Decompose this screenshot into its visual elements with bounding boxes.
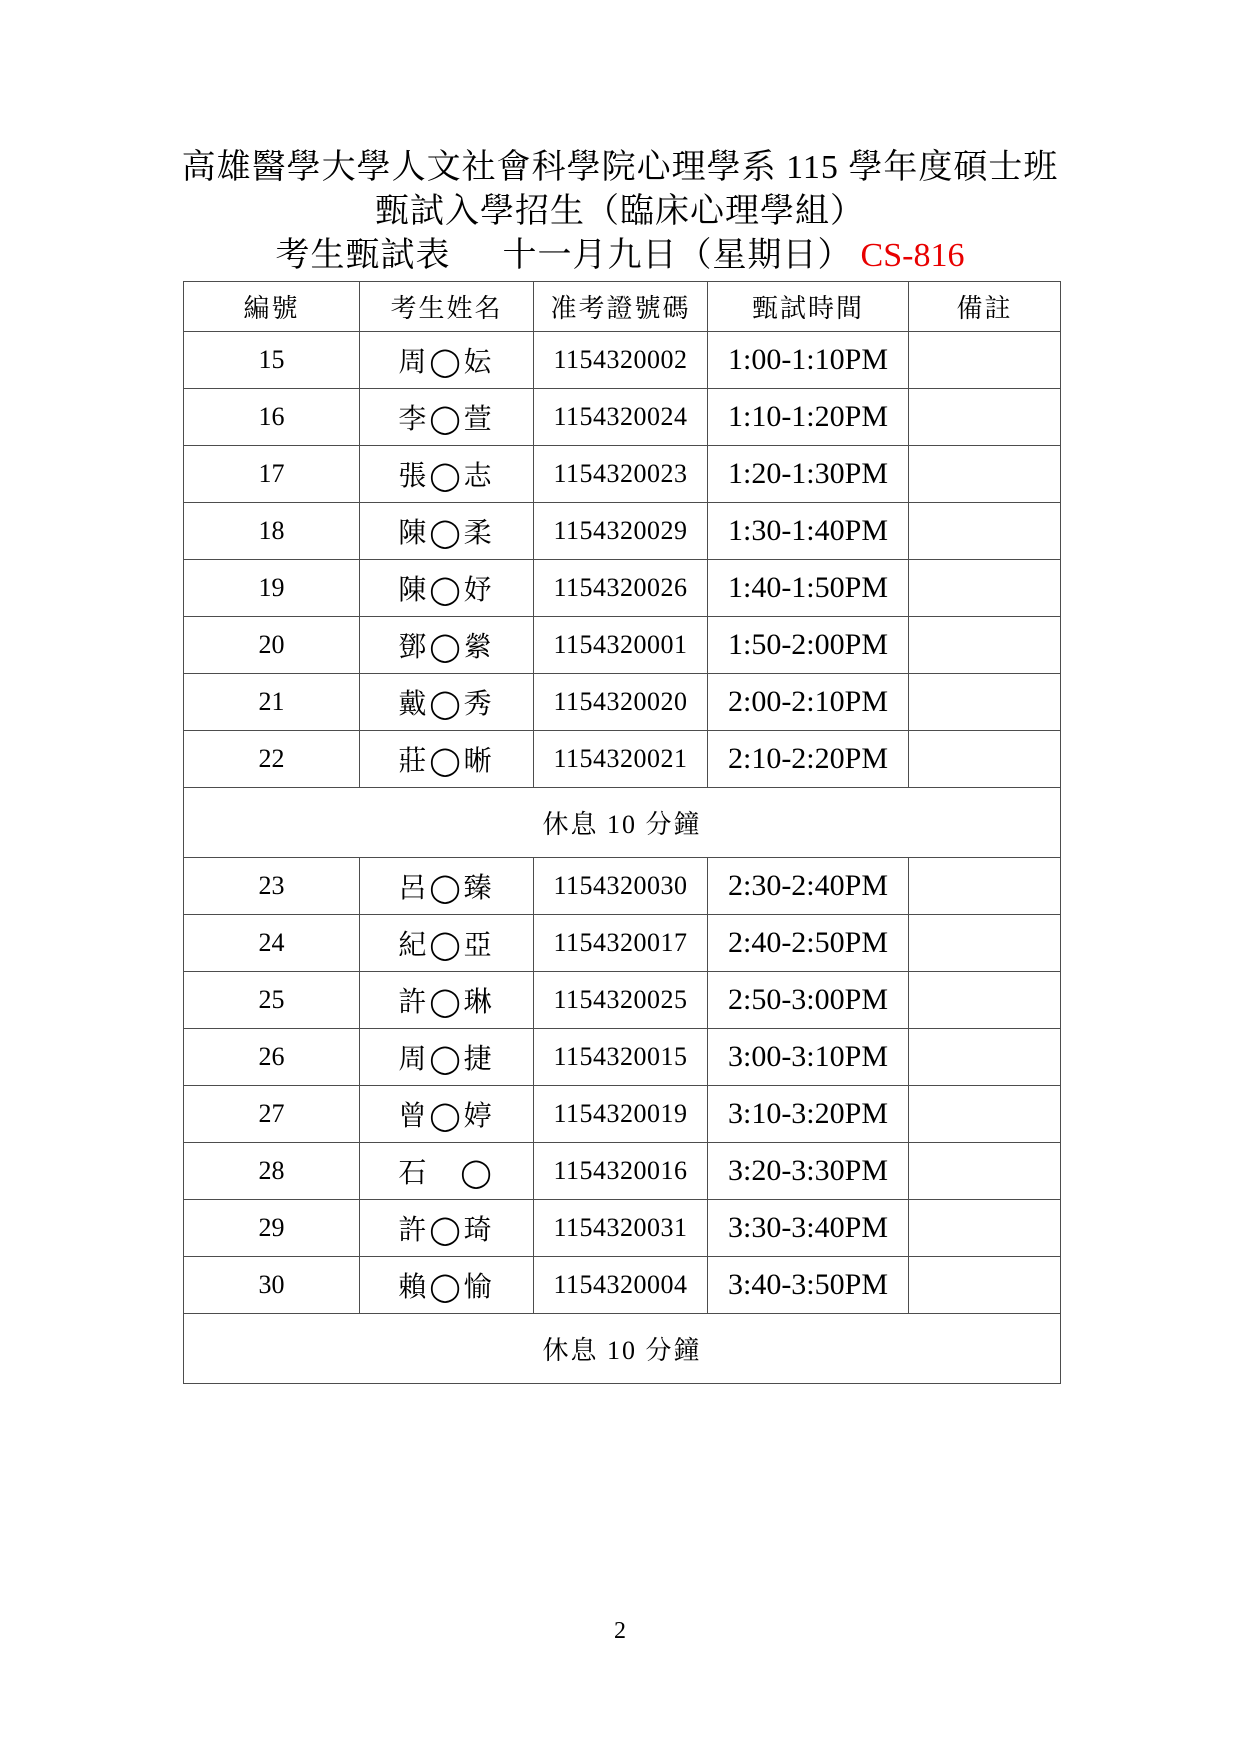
cell-candidate-name: 曾◯婷 (360, 1086, 534, 1143)
interview-schedule-table (183, 281, 1061, 1384)
cell-ticket-number: 1154320019 (534, 1086, 708, 1143)
header-interview-time: 甄試時間 (708, 282, 909, 332)
cell-candidate-name: 陳◯妤 (360, 560, 534, 617)
table-row (184, 389, 1061, 446)
cell-ticket-number: 1154320021 (534, 731, 708, 788)
cell-number: 21 (184, 674, 360, 731)
cell-interview-time: 2:40-2:50PM (708, 915, 909, 972)
cell-candidate-name: 石 ◯ (360, 1143, 534, 1200)
cell-interview-time: 2:50-3:00PM (708, 972, 909, 1029)
cell-ticket-number: 1154320026 (534, 560, 708, 617)
cell-number: 16 (184, 389, 360, 446)
table-row (184, 446, 1061, 503)
cell-note (909, 1143, 1061, 1200)
cell-interview-time: 1:10-1:20PM (708, 389, 909, 446)
header-ticket-number: 准考證號碼 (534, 282, 708, 332)
break-row (184, 788, 1061, 858)
break-row (184, 1314, 1061, 1384)
cell-candidate-name: 周◯捷 (360, 1029, 534, 1086)
page-title-line2: 甄試入學招生（臨床心理學組） (375, 193, 865, 230)
cell-note (909, 1086, 1061, 1143)
table-row (184, 858, 1061, 915)
cell-note (909, 1029, 1061, 1086)
page-title-line1: 高雄醫學大學人文社會科學院心理學系 115 學年度碩士班 (181, 149, 1059, 186)
table-header-row (184, 282, 1061, 332)
cell-note (909, 332, 1061, 389)
room-code: CS-816 (860, 237, 965, 274)
cell-number: 30 (184, 1257, 360, 1314)
cell-interview-time: 3:10-3:20PM (708, 1086, 909, 1143)
table-row (184, 972, 1061, 1029)
cell-number: 29 (184, 1200, 360, 1257)
cell-number: 24 (184, 915, 360, 972)
table-row (184, 1086, 1061, 1143)
header-candidate-name: 考生姓名 (360, 282, 534, 332)
schedule-date: 十一月九日（星期日） (502, 237, 853, 274)
cell-interview-time: 3:30-3:40PM (708, 1200, 909, 1257)
cell-ticket-number: 1154320023 (534, 446, 708, 503)
header-number: 編號 (184, 282, 360, 332)
cell-ticket-number: 1154320024 (534, 389, 708, 446)
cell-note (909, 503, 1061, 560)
table-row (184, 1029, 1061, 1086)
break-label: 休息 10 分鐘 (184, 1314, 1061, 1384)
cell-ticket-number: 1154320020 (534, 674, 708, 731)
table-row (184, 503, 1061, 560)
table-row (184, 915, 1061, 972)
schedule-title-line (0, 234, 1240, 278)
cell-interview-time: 1:30-1:40PM (708, 503, 909, 560)
cell-ticket-number: 1154320031 (534, 1200, 708, 1257)
cell-note (909, 915, 1061, 972)
cell-number: 28 (184, 1143, 360, 1200)
cell-note (909, 972, 1061, 1029)
cell-candidate-name: 戴◯秀 (360, 674, 534, 731)
cell-note (909, 731, 1061, 788)
table-row (184, 617, 1061, 674)
cell-interview-time: 2:30-2:40PM (708, 858, 909, 915)
cell-interview-time: 3:00-3:10PM (708, 1029, 909, 1086)
cell-ticket-number: 1154320001 (534, 617, 708, 674)
cell-interview-time: 1:40-1:50PM (708, 560, 909, 617)
cell-interview-time: 3:40-3:50PM (708, 1257, 909, 1314)
break-label: 休息 10 分鐘 (184, 788, 1061, 858)
cell-candidate-name: 張◯志 (360, 446, 534, 503)
cell-ticket-number: 1154320017 (534, 915, 708, 972)
table-row (184, 332, 1061, 389)
cell-note (909, 389, 1061, 446)
cell-candidate-name: 紀◯亞 (360, 915, 534, 972)
cell-interview-time: 2:10-2:20PM (708, 731, 909, 788)
cell-ticket-number: 1154320004 (534, 1257, 708, 1314)
cell-ticket-number: 1154320030 (534, 858, 708, 915)
cell-ticket-number: 1154320015 (534, 1029, 708, 1086)
cell-number: 22 (184, 731, 360, 788)
cell-ticket-number: 1154320029 (534, 503, 708, 560)
cell-number: 15 (184, 332, 360, 389)
cell-ticket-number: 1154320016 (534, 1143, 708, 1200)
cell-note (909, 858, 1061, 915)
cell-note (909, 1200, 1061, 1257)
cell-number: 27 (184, 1086, 360, 1143)
cell-interview-time: 2:00-2:10PM (708, 674, 909, 731)
cell-number: 23 (184, 858, 360, 915)
header-note: 備註 (909, 282, 1061, 332)
table-row (184, 560, 1061, 617)
cell-ticket-number: 1154320002 (534, 332, 708, 389)
schedule-title: 考生甄試表 (275, 237, 451, 274)
cell-note (909, 617, 1061, 674)
table-row (184, 1200, 1061, 1257)
cell-candidate-name: 鄧◯縈 (360, 617, 534, 674)
cell-candidate-name: 周◯妘 (360, 332, 534, 389)
cell-candidate-name: 賴◯愉 (360, 1257, 534, 1314)
table-row (184, 1143, 1061, 1200)
cell-candidate-name: 李◯萱 (360, 389, 534, 446)
cell-candidate-name: 莊◯晰 (360, 731, 534, 788)
cell-number: 25 (184, 972, 360, 1029)
cell-note (909, 446, 1061, 503)
cell-number: 19 (184, 560, 360, 617)
table-row (184, 1257, 1061, 1314)
cell-candidate-name: 許◯琦 (360, 1200, 534, 1257)
cell-number: 20 (184, 617, 360, 674)
page-number: 2 (614, 1618, 626, 1644)
cell-interview-time: 1:50-2:00PM (708, 617, 909, 674)
cell-number: 26 (184, 1029, 360, 1086)
cell-note (909, 560, 1061, 617)
document-header (0, 146, 1240, 278)
cell-interview-time: 3:20-3:30PM (708, 1143, 909, 1200)
cell-note (909, 674, 1061, 731)
cell-interview-time: 1:00-1:10PM (708, 332, 909, 389)
cell-ticket-number: 1154320025 (534, 972, 708, 1029)
cell-interview-time: 1:20-1:30PM (708, 446, 909, 503)
cell-candidate-name: 許◯琳 (360, 972, 534, 1029)
cell-candidate-name: 呂◯臻 (360, 858, 534, 915)
table-row (184, 674, 1061, 731)
cell-note (909, 1257, 1061, 1314)
cell-number: 17 (184, 446, 360, 503)
cell-candidate-name: 陳◯柔 (360, 503, 534, 560)
table-row (184, 731, 1061, 788)
cell-number: 18 (184, 503, 360, 560)
